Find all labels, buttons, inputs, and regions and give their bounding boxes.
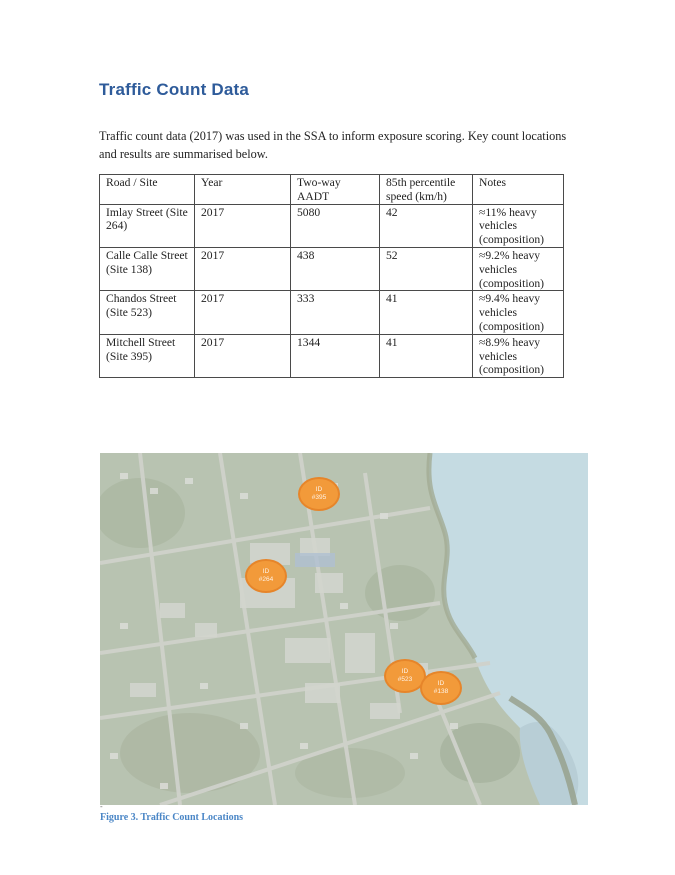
column-header: Two-way AADT [291,175,380,205]
column-header: 85th percentile speed (km/h) [380,175,473,205]
table-header-row [100,175,564,205]
column-header: Notes [473,175,564,205]
column-header: Year [195,175,291,205]
table-cell: 2017 [195,204,291,247]
table-cell: 2017 [195,247,291,290]
column-header: Road / Site [100,175,195,205]
marker-site-label: #523 [397,676,413,683]
table-row [100,204,564,247]
marker-site-label: #395 [311,494,327,501]
site-138-marker [420,671,462,705]
table-cell: 41 [380,334,473,377]
marker-id-label: ID [262,568,270,575]
table-row [100,334,564,377]
section-heading: Traffic Count Data [99,80,250,99]
table-row [100,247,564,290]
table-cell: 438 [291,247,380,290]
marker-id-label: ID [437,680,445,687]
marker-site-label: #138 [433,688,449,695]
table-cell: Imlay Street (Site 264) [100,204,195,247]
intro-paragraph: Traffic count data (2017) was used in the SSA to inform exposure scoring. Key count locations and results are summarised below. [99,129,567,161]
table-cell: ≈11% heavy vehicles (composition) [473,204,564,247]
aerial-map [100,453,588,805]
site-264-marker [245,559,287,593]
table-cell: 1344 [291,334,380,377]
table-cell: Chandos Street (Site 523) [100,291,195,334]
figure-caption: Figure 3. Traffic Count Locations [100,812,244,823]
table-cell: Mitchell Street (Site 395) [100,334,195,377]
table-cell: 41 [380,291,473,334]
map-fade-overlay [100,453,588,805]
table-cell: 52 [380,247,473,290]
table-cell: ≈8.9% heavy vehicles (composition) [473,334,564,377]
marker-id-label: ID [401,668,409,675]
caption-mark: - [100,802,103,811]
site-395-marker [298,477,340,511]
table-cell: 5080 [291,204,380,247]
table-cell: ≈9.4% heavy vehicles (composition) [473,291,564,334]
table-cell: 2017 [195,334,291,377]
marker-site-label: #264 [258,576,274,583]
table-cell: ≈9.2% heavy vehicles (composition) [473,247,564,290]
table-cell: Calle Calle Street (Site 138) [100,247,195,290]
marker-id-label: ID [315,486,323,493]
traffic-count-table [99,174,564,378]
table-row [100,291,564,334]
table-cell: 2017 [195,291,291,334]
table-cell: 42 [380,204,473,247]
table-cell: 333 [291,291,380,334]
